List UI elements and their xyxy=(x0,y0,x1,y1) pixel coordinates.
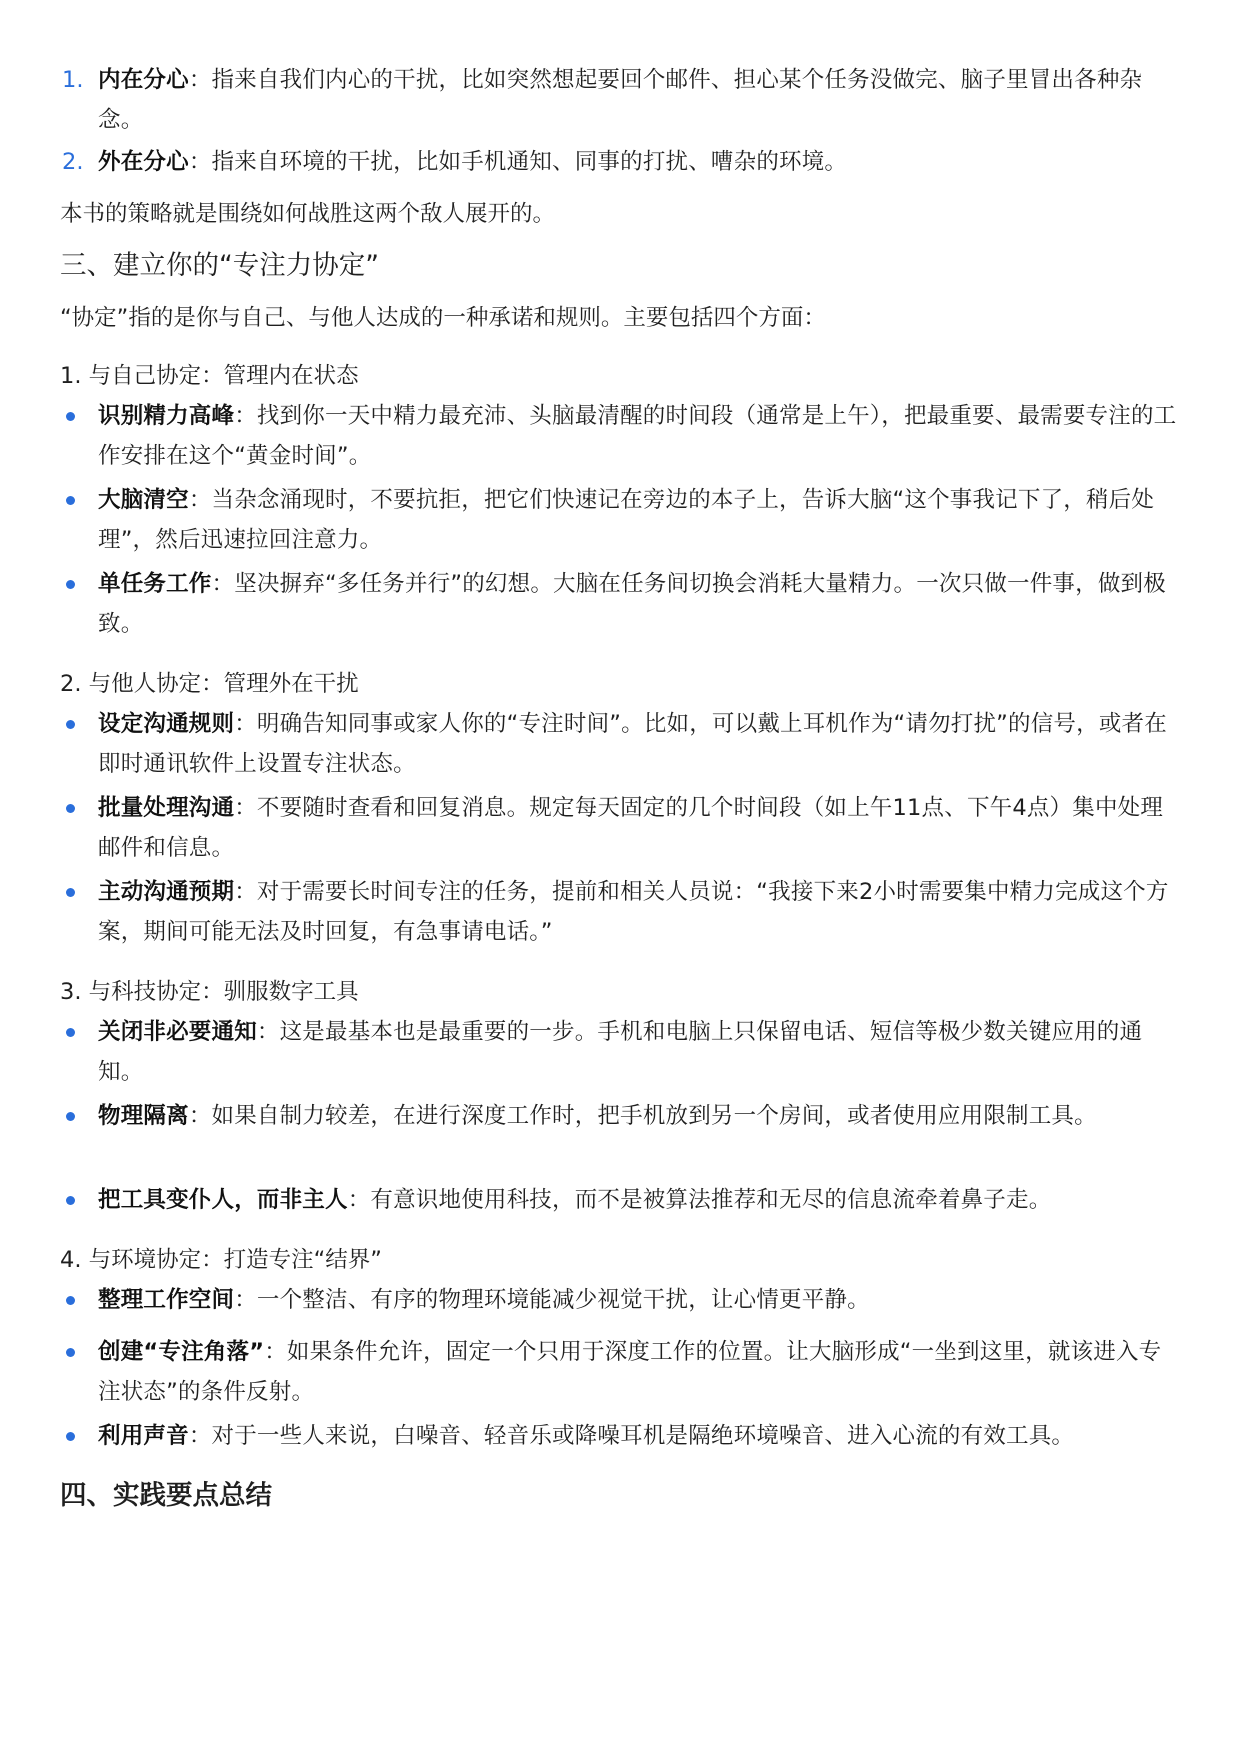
term-separator: ： xyxy=(211,571,235,597)
bullet-body: 这是最基本也是最重要的一步。手机和电脑上只保留电话、短信等极少数关键应用的通知。 xyxy=(98,1019,1143,1085)
term-separator: ： xyxy=(234,403,257,429)
bullet-term: 物理隔离 xyxy=(98,1103,189,1129)
bullet-item xyxy=(98,872,1180,952)
list-item-term: 外在分心 xyxy=(98,149,189,175)
bullet-body: 明确告知同事或家人你的“专注时间”。比如，可以戴上耳机作为“请勿打扰”的信号，或者在即时通讯软件上设置专注状态。 xyxy=(98,711,1167,777)
bullet-term: 大脑清空 xyxy=(98,487,189,513)
term-separator: ： xyxy=(188,1103,212,1129)
bullet-term: 单任务工作 xyxy=(98,571,212,597)
term-separator: ： xyxy=(188,149,212,175)
bullet-body: 不要随时查看和回复消息。规定每天固定的几个时间段（如上午11点、下午4点）集中处理邮件和信息。 xyxy=(98,795,1164,861)
bullet-term: 创建“专注角落” xyxy=(98,1339,265,1365)
bullet-item xyxy=(98,1096,1180,1136)
bullet-term: 识别精力高峰 xyxy=(98,403,235,429)
list-item-text xyxy=(98,60,1180,140)
bullet-body: 有意识地使用科技，而不是被算法推荐和无尽的信息流牵着鼻子走。 xyxy=(370,1187,1052,1213)
list-item-text xyxy=(98,142,1180,182)
list-item-body: 指来自我们内心的干扰，比如突然想起要回个邮件、担心某个任务没做完、脑子里冒出各种杂念。 xyxy=(98,67,1143,133)
section-intro: “协定”指的是你与自己、与他人达成的一种承诺和规则。主要包括四个方面： xyxy=(60,305,826,331)
bullet-term: 主动沟通预期 xyxy=(98,879,235,905)
bullet-icon xyxy=(66,1296,75,1305)
term-separator: ： xyxy=(234,879,257,905)
bullet-item xyxy=(98,564,1180,644)
group-title: 1. 与自己协定：管理内在状态 xyxy=(60,363,359,389)
bullet-body: 如果自制力较差，在进行深度工作时，把手机放到另一个房间，或者使用应用限制工具。 xyxy=(211,1103,1097,1129)
bullet-icon xyxy=(66,1112,75,1121)
bullet-term: 设定沟通规则 xyxy=(98,711,235,737)
bullet-term: 把工具变仆人，而非主人 xyxy=(98,1187,348,1213)
bullet-term: 整理工作空间 xyxy=(98,1287,235,1313)
bullet-icon xyxy=(66,1196,75,1205)
term-separator: ： xyxy=(234,795,257,821)
bullet-item xyxy=(98,788,1180,868)
bullet-term: 利用声音 xyxy=(98,1423,189,1449)
bullet-icon xyxy=(66,580,75,589)
bullet-term: 批量处理沟通 xyxy=(98,795,235,821)
term-separator: ： xyxy=(264,1339,287,1365)
bullet-item xyxy=(98,1280,1180,1320)
bullet-item xyxy=(98,1180,1180,1220)
term-separator: ： xyxy=(188,1423,212,1449)
bullet-icon xyxy=(66,804,75,813)
term-separator: ： xyxy=(234,1287,257,1313)
bullet-body: 当杂念涌现时，不要抗拒，把它们快速记在旁边的本子上，告诉大脑“这个事我记下了，稍后处理”，然后迅速拉回注意力。 xyxy=(98,487,1155,553)
bullet-item xyxy=(98,1012,1180,1092)
summary-paragraph: 本书的策略就是围绕如何战胜这两个敌人展开的。 xyxy=(60,201,556,227)
list-item-body: 指来自环境的干扰，比如手机通知、同事的打扰、嘈杂的环境。 xyxy=(211,149,848,175)
bullet-icon xyxy=(66,496,75,505)
group-title: 4. 与环境协定：打造专注“结界” xyxy=(60,1247,382,1273)
bullet-item xyxy=(98,396,1180,476)
bullet-icon xyxy=(66,1348,75,1357)
list-number: 1. xyxy=(62,67,84,93)
bullet-item xyxy=(98,1416,1180,1456)
bullet-icon xyxy=(66,1028,75,1037)
bullet-icon xyxy=(66,720,75,729)
term-separator: ： xyxy=(256,1019,280,1045)
bullet-item xyxy=(98,1332,1180,1412)
bullet-item xyxy=(98,704,1180,784)
term-separator: ： xyxy=(347,1187,371,1213)
term-separator: ： xyxy=(234,711,257,737)
bullet-icon xyxy=(66,412,75,421)
group-title: 2. 与他人协定：管理外在干扰 xyxy=(60,671,359,697)
bullet-body: 对于需要长时间专注的任务，提前和相关人员说：“我接下来2小时需要集中精力完成这个方案，期间可能无法及时回复，有急事请电话。” xyxy=(98,879,1169,945)
bullet-term: 关闭非必要通知 xyxy=(98,1019,257,1045)
bullet-body: 对于一些人来说，白噪音、轻音乐或降噪耳机是隔绝环境噪音、进入心流的有效工具。 xyxy=(211,1423,1075,1449)
group-title: 3. 与科技协定：驯服数字工具 xyxy=(60,979,359,1005)
bullet-item xyxy=(98,480,1180,560)
list-item-term: 内在分心 xyxy=(98,67,189,93)
term-separator: ： xyxy=(188,67,212,93)
section-heading: 三、建立你的“专注力协定” xyxy=(60,250,379,281)
bullet-icon xyxy=(66,888,75,897)
bullet-body: 找到你一天中精力最充沛、头脑最清醒的时间段（通常是上午），把最重要、最需要专注的工作安排在这个“黄金时间”。 xyxy=(98,403,1177,469)
list-number: 2. xyxy=(62,149,84,175)
term-separator: ： xyxy=(188,487,212,513)
bullet-body: 一个整洁、有序的物理环境能减少视觉干扰，让心情更平静。 xyxy=(256,1287,870,1313)
bullet-body: 坚决摒弃“多任务并行”的幻想。大脑在任务间切换会消耗大量精力。一次只做一件事，做到极致。 xyxy=(98,571,1166,637)
section-heading: 四、实践要点总结 xyxy=(60,1480,272,1511)
bullet-icon xyxy=(66,1432,75,1441)
bullet-body: 如果条件允许，固定一个只用于深度工作的位置。让大脑形成“一坐到这里，就该进入专注状态”的条件反射。 xyxy=(98,1339,1162,1405)
